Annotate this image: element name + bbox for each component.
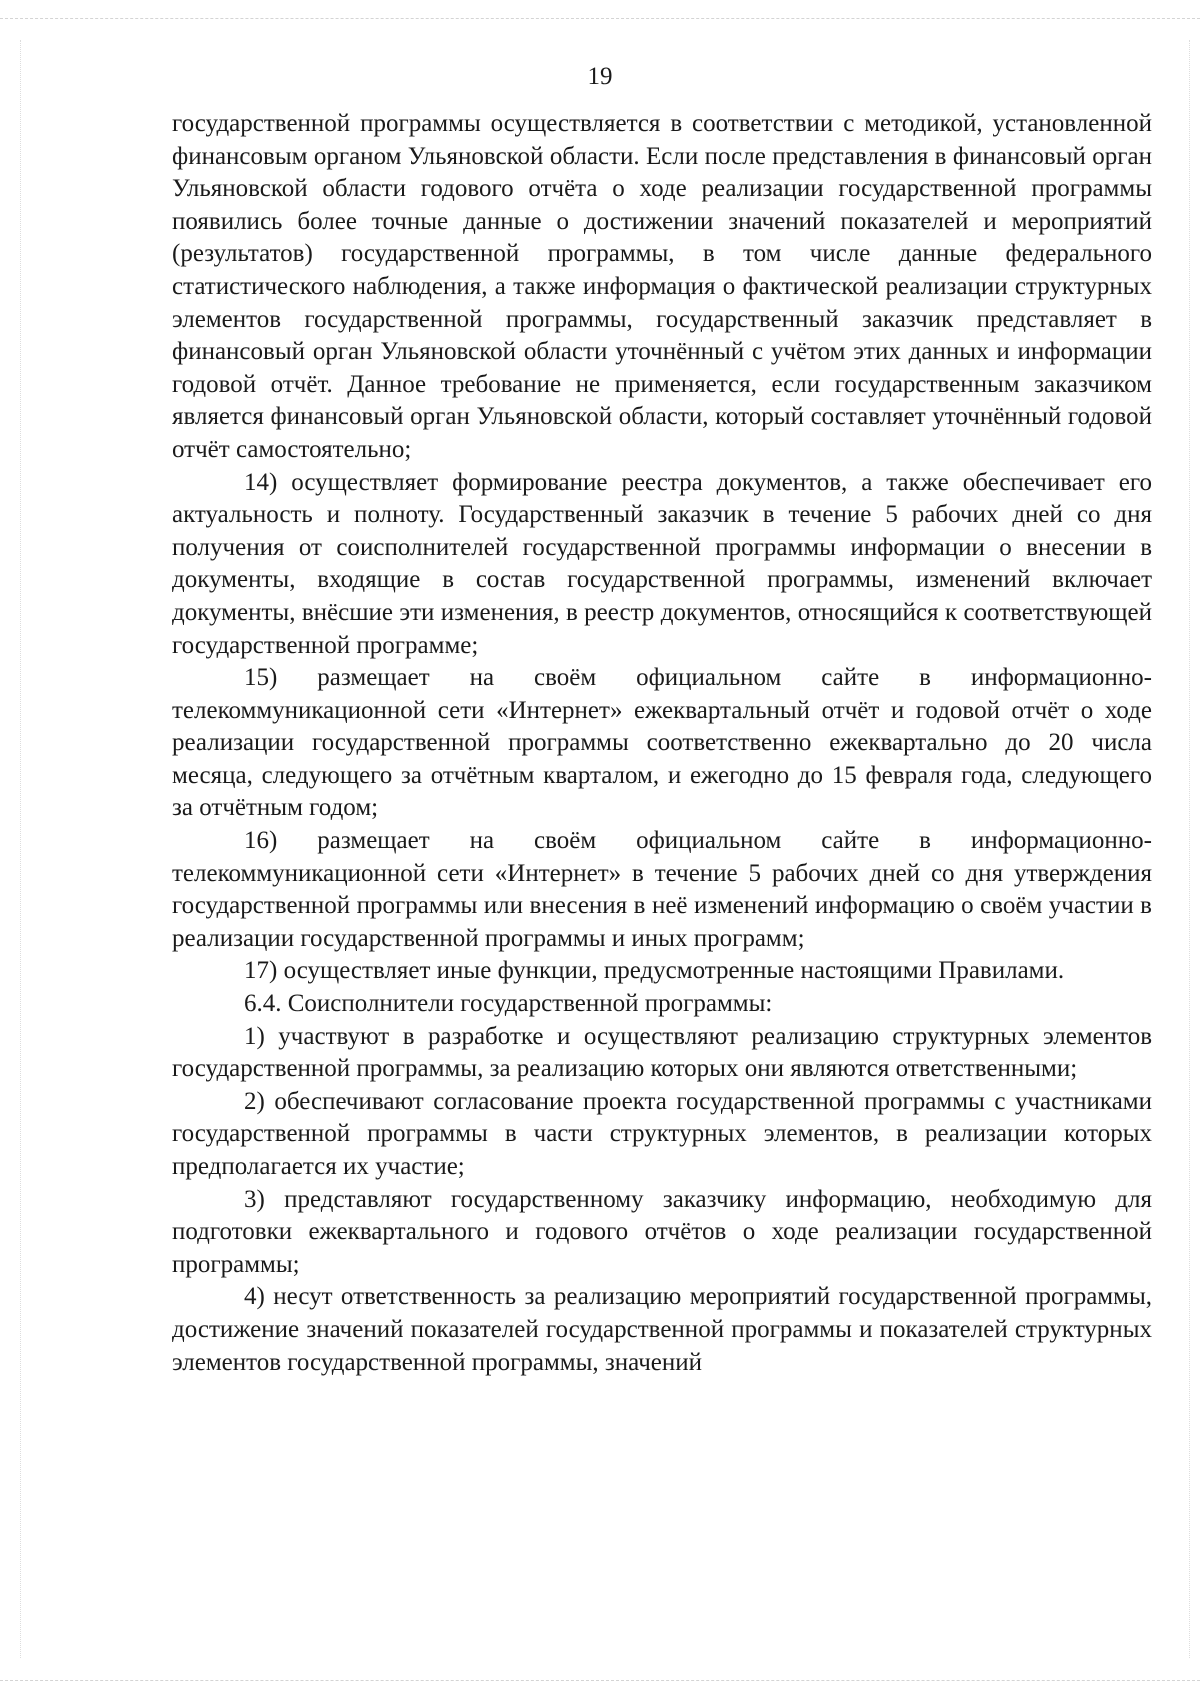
paragraph-item-14: 14) осуществляет формирование реестра документов, а также обеспечивает его актуальность и полноту. Государственный заказчик в течение 5 рабочих дней со дня получения от соисполнителей государственной программы информации о внесении в документы, входящие в состав государственной программы, изменений включает документы, внёсшие эти изменения, в реестр документов, относящийся к соответствующей государственной программе;: [172, 468, 1152, 659]
paragraph-continuation: государственной программы осуществляется в соответствии с методикой, установленной финансовым органом Ульяновской области. Если после представления в финансовый орган Ульяновской области годового отчёта о ходе реализации государственной программы появились более точные данные о достижении значений показателей и мероприятий (результатов) государственной программы, в том числе данные федерального статистического наблюдения, а также информация о фактической реализации структурных элементов государственной программы, государственный заказчик представляет в финансовый орган Ульяновской области уточнённый с учётом этих данных и информации годовой отчёт. Данное требование не применяется, если государственным заказчиком является финансовый орган Ульяновской области, который составляет уточнённый годовой отчёт самостоятельно;: [172, 110, 1152, 463]
scan-edge-left: [20, 40, 21, 1658]
paragraph-item-15: 15) размещает на своём официальном сайте в информационно-телекоммуникационной сети «Интернет» ежеквартальный отчёт и годовой отчёт о ходе реализации государственной программы соответственно ежеквартально до 20 числа месяца, следующего за отчётным кварталом, и ежегодно до 15 февраля года, следующего за отчётным годом;: [172, 664, 1152, 822]
scan-edge-bottom: [0, 1680, 1200, 1681]
section-heading-6-4: 6.4. Соисполнители государственной программы:: [244, 990, 773, 1018]
paragraph-subitem-4: 4) несут ответственность за реализацию мероприятий государственной программы, достижение значений показателей государственной программы и показателей структурных элементов государственной программы, значений: [172, 1283, 1152, 1376]
document-body: [172, 108, 1152, 1379]
paragraph-subitem-2: 2) обеспечивают согласование проекта государственной программы с участниками государственной программы в части структурных элементов, в реализации которых предполагается их участие;: [172, 1087, 1152, 1180]
page-number: 19: [587, 63, 613, 90]
paragraph-subitem-1: 1) участвуют в разработке и осуществляют реализацию структурных элементов государственной программы, за реализацию которых они являются ответственными;: [172, 1022, 1152, 1083]
scan-edge-right: [1189, 40, 1190, 1658]
scan-edge-top: [0, 18, 1200, 19]
paragraph-item-17: 17) осуществляет иные функции, предусмотренные настоящими Правилами.: [244, 957, 1065, 985]
paragraph-subitem-3: 3) представляют государственному заказчику информацию, необходимую для подготовки ежеквартального и годового отчётов о ходе реализации государственной программы;: [172, 1185, 1152, 1278]
paragraph-item-16: 16) размещает на своём официальном сайте в информационно-телекоммуникационной сети «Интернет» в течение 5 рабочих дней со дня утверждения государственной программы или внесения в неё изменений информацию о своём участии в реализации государственной программы и иных программ;: [172, 827, 1152, 952]
